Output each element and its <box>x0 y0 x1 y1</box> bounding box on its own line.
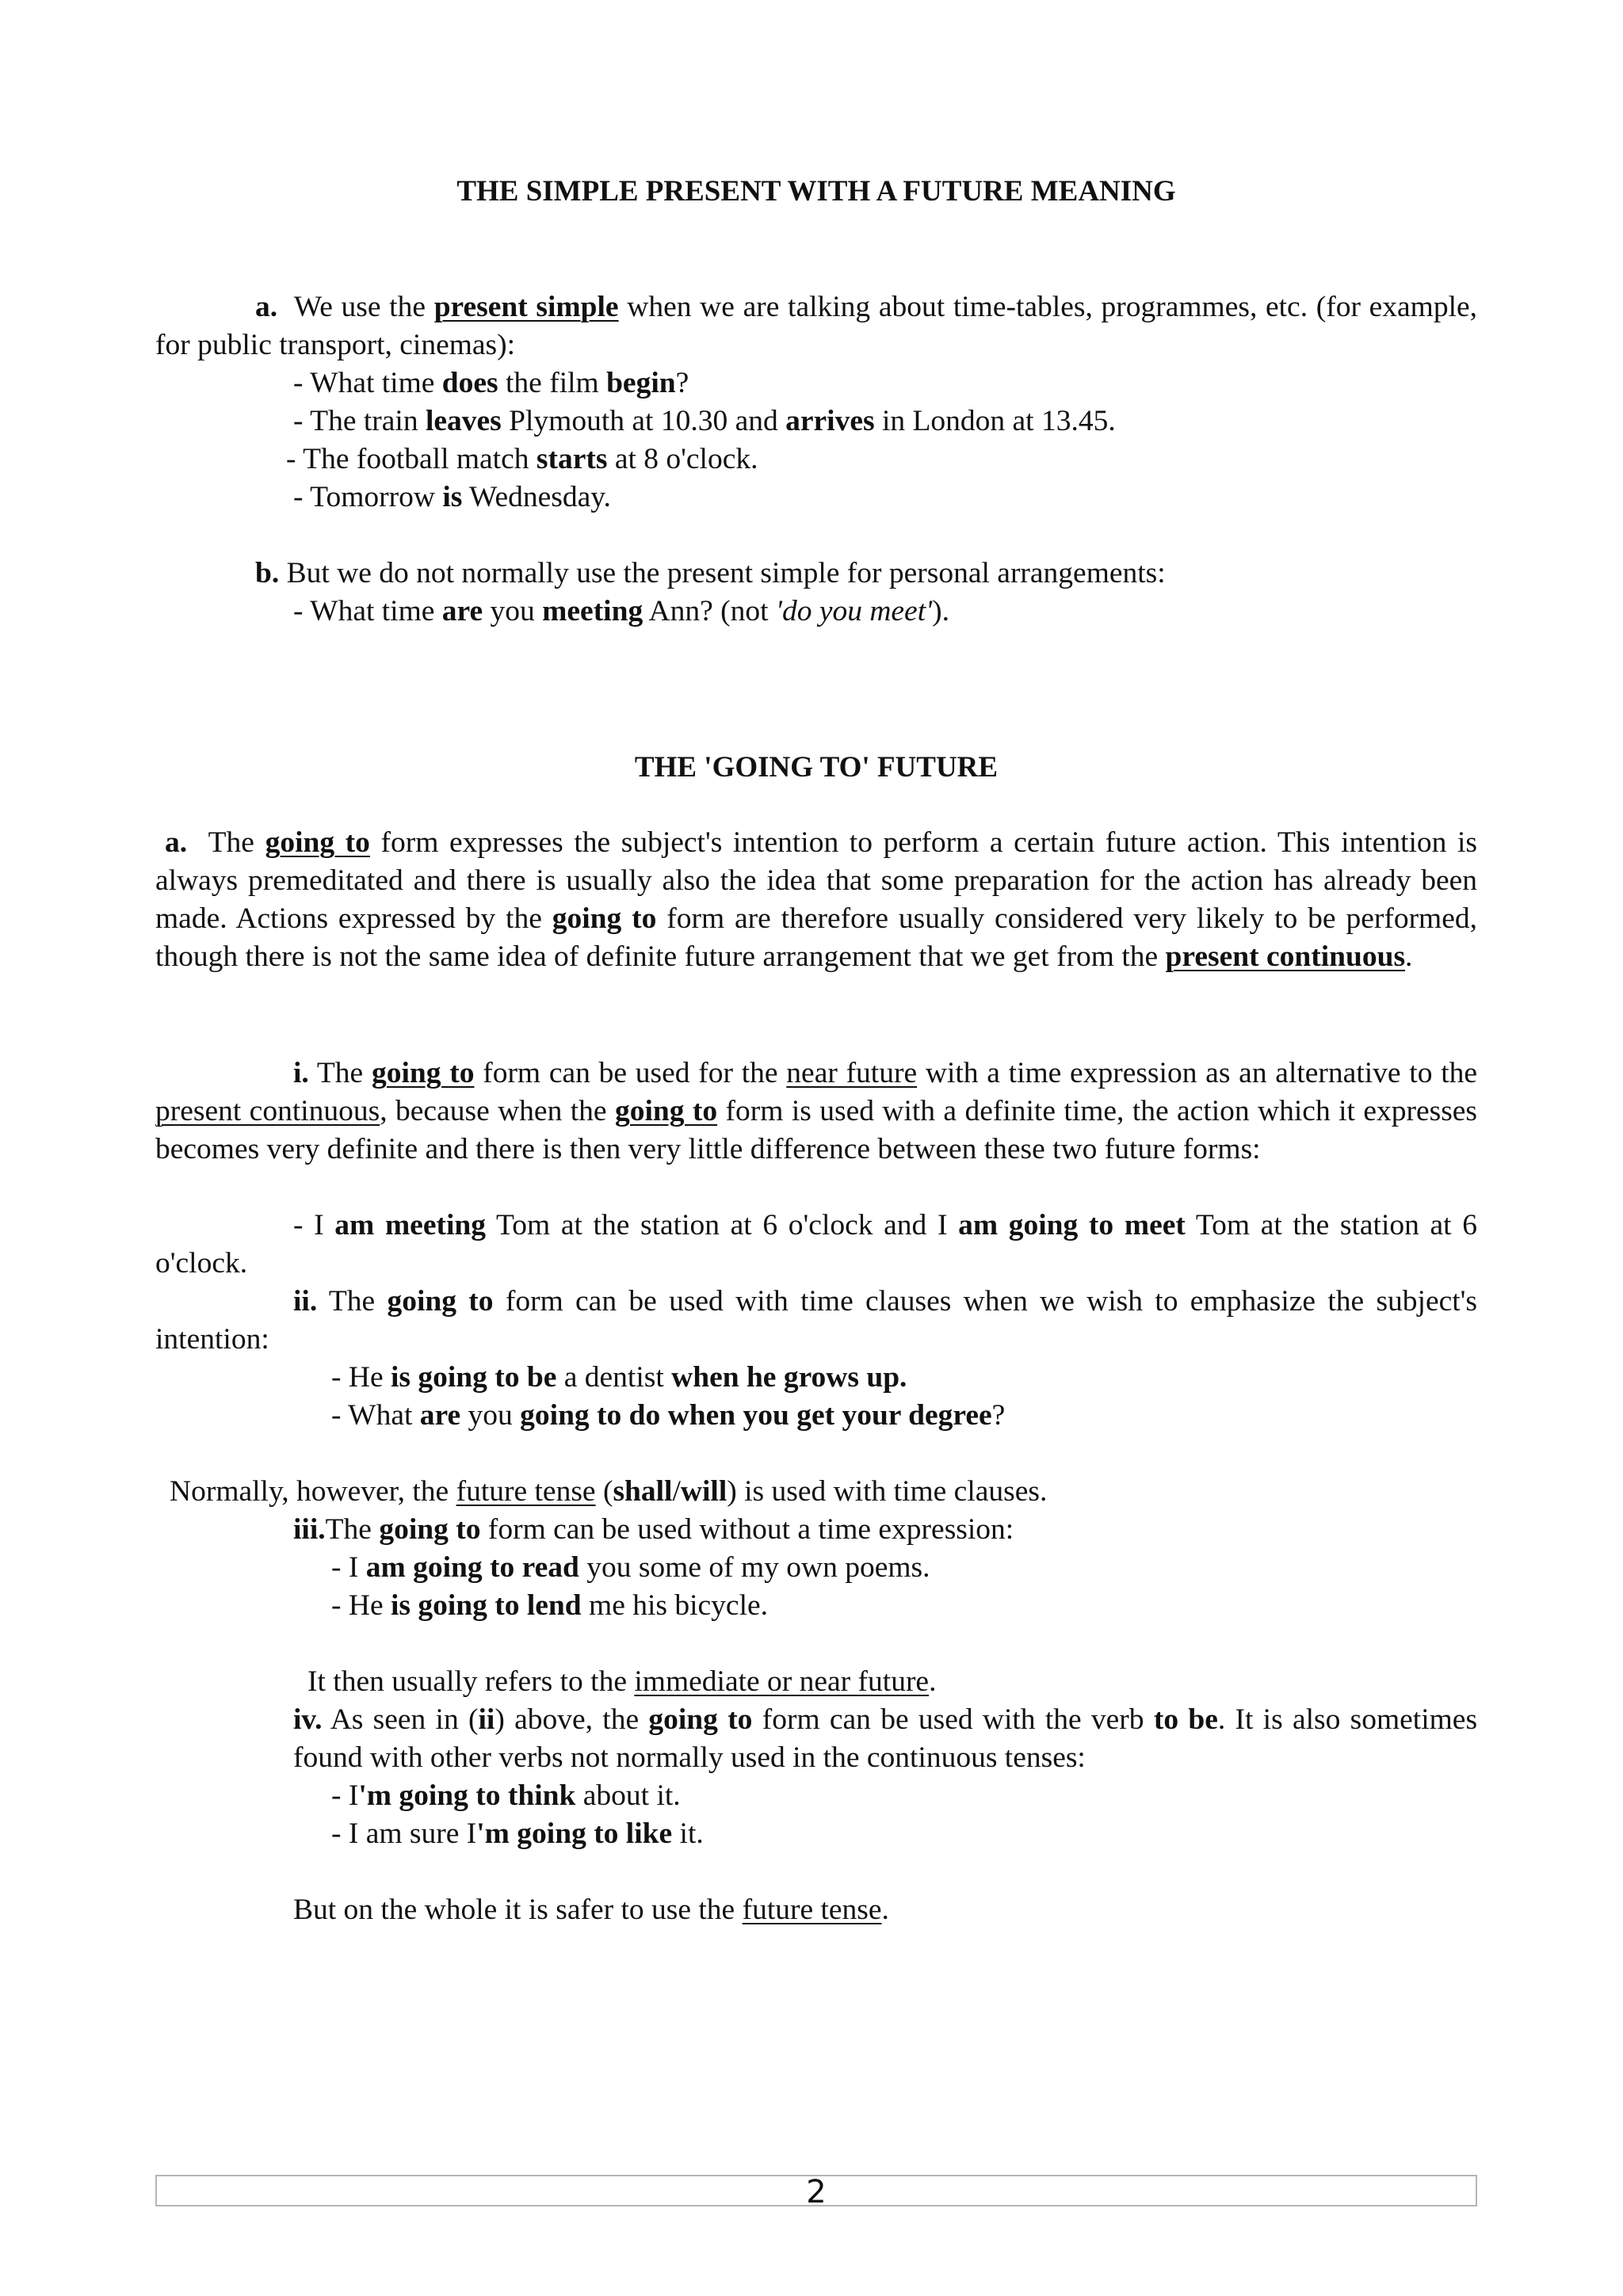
section-title-going-to: THE 'GOING TO' FUTURE <box>634 751 999 784</box>
example-line: - I am going to read you some of my own poems. <box>331 1551 930 1584</box>
paragraph-a-going-to: a. The going to form expresses the subject's intention to perform a certain future action. This intention is always premeditated and there is usually also the idea that some preparation for the action has already been made. Actions expressed by the going to form are therefore usually considered very likely to be performed, though there is not the same idea of definite future arrangement that we get from the present continuous. <box>155 826 1478 973</box>
example-line: - Tomorrow is Wednesday. <box>293 481 611 513</box>
example-line: - What time does the film begin? <box>293 367 689 399</box>
paragraph-iv-going-to: iv. As seen in (ii) above, the going to form can be used with the verb to be. It is also sometimes found with other verbs not normally used in the continuous tenses: <box>293 1703 1478 1774</box>
section-title-simple-present: THE SIMPLE PRESENT WITH A FUTURE MEANING <box>456 175 1176 208</box>
normally-note: Normally, however, the future tense (shall/will) is used with time clauses. <box>170 1475 1048 1508</box>
example-line: - The football match starts at 8 o'clock. <box>286 443 758 475</box>
example-line: - I am sure I'm going to like it. <box>331 1817 704 1850</box>
paragraph-b-simple-present: b. But we do not normally use the present simple for personal arrangements: <box>255 557 1166 589</box>
paragraph-iii-going-to: iii.The going to form can be used without a time expression: <box>293 1513 1014 1546</box>
example-line: - What time are you meeting Ann? (not 'do you meet'). <box>293 595 950 627</box>
example-line: - What are you going to do when you get your degree? <box>331 1399 1006 1432</box>
page-footer <box>155 2174 1477 2210</box>
example-line: - I'm going to think about it. <box>331 1779 681 1812</box>
example-line: - The train leaves Plymouth at 10.30 and arrives in London at 13.45. <box>293 405 1116 437</box>
paragraph-a-simple-present: a. We use the present simple when we are talking about time-tables, programmes, etc. (for example, for public transport, cinemas): <box>155 291 1478 361</box>
paragraph-ii-going-to: ii. The going to form can be used with time clauses when we wish to emphasize the subject's intention: <box>155 1285 1478 1356</box>
example-line: - He is going to lend me his bicycle. <box>331 1589 769 1622</box>
closing-note: But on the whole it is safer to use the future tense. <box>293 1894 889 1926</box>
example-line: - I am meeting Tom at the station at 6 o'clock and I am going to meet Tom at the station at 6 o'clock. <box>155 1209 1477 1280</box>
near-future-note: It then usually refers to the immediate or near future. <box>307 1665 937 1698</box>
paragraph-i-going-to: i. The going to form can be used for the near future with a time expression as an alternative to the present continuous, because when the going to form is used with a definite time, the action which it expresses becomes very definite and there is then very little difference between these two future forms: <box>155 1057 1478 1165</box>
page-number: 2 <box>806 2174 827 2210</box>
example-line: - He is going to be a dentist when he grows up. <box>331 1361 907 1394</box>
